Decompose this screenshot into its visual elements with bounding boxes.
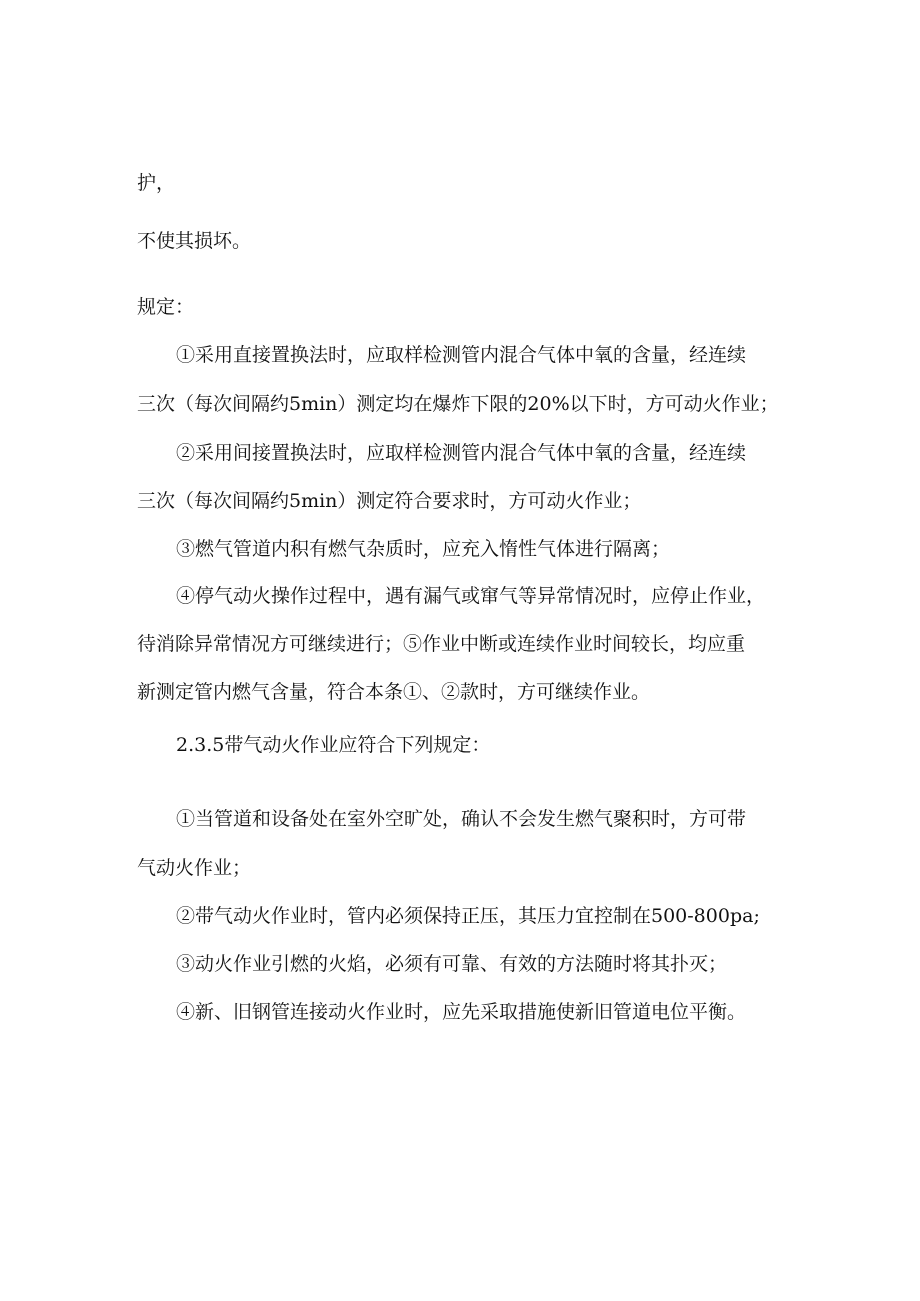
text-line-16: ③动火作业引燃的火焰，必须有可靠、有效的方法随时将其扑灭； bbox=[176, 953, 728, 975]
text-line-6: ②采用间接置换法时，应取样检测管内混合气体中氧的含量，经连续 bbox=[176, 442, 747, 464]
text-line-7: 三次（每次间隔约5min）测定符合要求时，方可动火作业； bbox=[137, 490, 642, 512]
section-heading-2-3-5: 2.3.5带气动火作业应符合下列规定： bbox=[176, 734, 491, 756]
text-line-8: ③燃气管道内积有燃气杂质时，应充入惰性气体进行隔离； bbox=[176, 538, 671, 560]
text-line-14: 气动火作业； bbox=[137, 857, 252, 879]
text-line-2: 不使其损坏。 bbox=[137, 230, 252, 252]
text-line-15: ②带气动火作业时，管内必须保持正压，其压力宜控制在500-800pa; bbox=[176, 905, 760, 927]
text-line-5: 三次（每次间隔约5min）测定均在爆炸下限的20%以下时，方可动火作业； bbox=[137, 393, 779, 415]
text-line-3: 规定： bbox=[137, 296, 195, 318]
text-line-13: ①当管道和设备处在室外空旷处，确认不会发生燃气聚积时，方可带 bbox=[176, 808, 747, 830]
text-line-1: 护， bbox=[137, 172, 176, 194]
text-line-17: ④新、旧钢管连接动火作业时，应先采取措施使新旧管道电位平衡。 bbox=[176, 1001, 747, 1023]
text-line-4: ①采用直接置换法时，应取样检测管内混合气体中氧的含量，经连续 bbox=[176, 344, 747, 366]
text-line-10: 待消除异常情况方可继续进行；⑤作业中断或连续作业时间较长，均应重 bbox=[137, 633, 746, 655]
text-line-11: 新测定管内燃气含量，符合本条①、②款时，方可继续作业。 bbox=[137, 681, 651, 703]
text-line-9: ④停气动火操作过程中，遇有漏气或窜气等异常情况时，应停止作业， bbox=[176, 585, 766, 607]
